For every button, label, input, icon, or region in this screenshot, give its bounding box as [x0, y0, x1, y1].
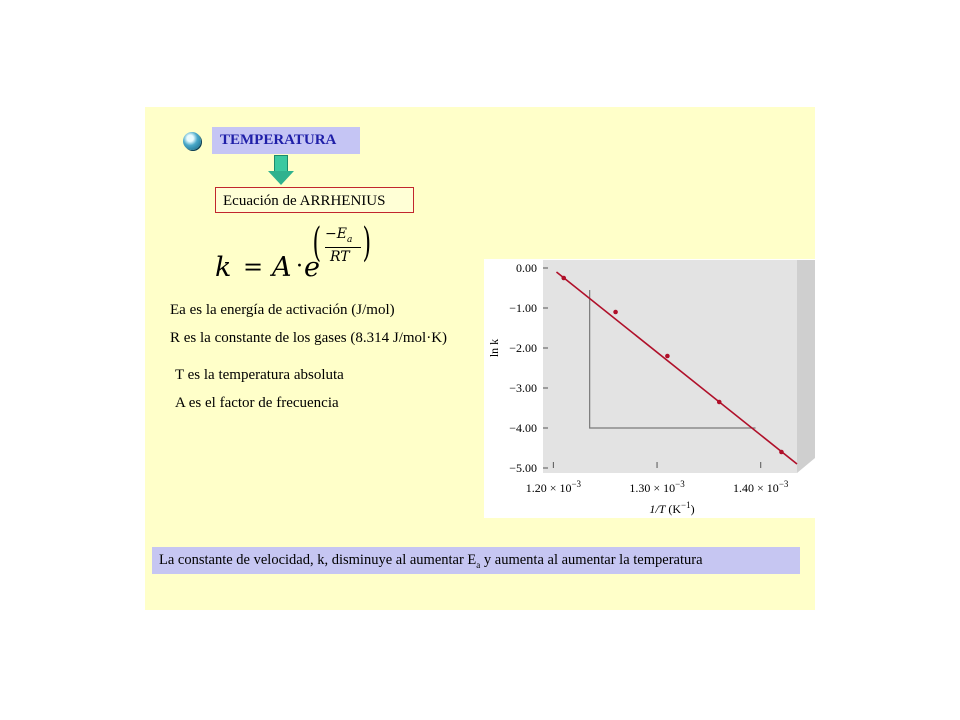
definition-t: T es la temperatura absoluta	[175, 367, 344, 383]
y-tick-label: −3.00	[509, 381, 537, 395]
x-tick-label: $1.30 \times 10^{-3}$	[629, 479, 685, 495]
down-arrow-head-icon	[268, 171, 294, 185]
exp-num-text: −E	[325, 226, 347, 242]
formula-k: k	[215, 252, 232, 283]
exp-denominator: RT	[330, 249, 350, 265]
data-point	[665, 354, 670, 359]
formula-a: A	[272, 252, 292, 283]
bullet-sphere-icon	[183, 132, 201, 150]
y-tick-label: −4.00	[509, 421, 537, 435]
definition-a: A es el factor de frecuencia	[175, 395, 339, 411]
exp-fraction-bar	[325, 247, 361, 248]
conclusion-sub: a	[476, 559, 481, 570]
y-tick-label: −1.00	[509, 301, 537, 315]
plot-depth-side	[797, 260, 815, 473]
formula-e: e	[304, 252, 320, 283]
conclusion-box	[152, 547, 800, 574]
formula-equals: =	[243, 253, 264, 281]
conclusion-text-post: y aumenta al aumentar la temperatura	[480, 552, 703, 568]
y-tick-label: −5.00	[509, 461, 537, 475]
exp-num-sub: a	[346, 234, 353, 245]
data-point	[561, 276, 566, 281]
definition-r: R es la constante de los gases (8.314 J/mol·K)	[170, 330, 448, 346]
conclusion-text-pre: La constante de velocidad, k, disminuye al aumentar E	[159, 552, 477, 568]
definition-ea: Ea es la energía de activación (J/mol)	[170, 302, 395, 318]
data-point	[717, 400, 722, 405]
y-tick-label: −2.00	[509, 341, 537, 355]
x-tick-label: $1.40 \times 10^{-3}$	[733, 479, 789, 495]
exp-left-paren: (	[312, 220, 322, 266]
y-tick-label: 0.00	[516, 261, 537, 275]
y-axis-label: ln k	[487, 338, 501, 358]
arrhenius-formula	[210, 220, 380, 286]
data-point	[613, 310, 618, 315]
x-tick-label: $1.20 \times 10^{-3}$	[525, 479, 582, 495]
arrhenius-label: Ecuación de ARRHENIUS	[215, 187, 414, 213]
heading-temperatura: TEMPERATURA	[212, 127, 360, 154]
exp-right-paren: )	[362, 220, 372, 266]
x-axis-label: 1/T $(K^{-1})$	[649, 500, 695, 516]
exp-numerator	[325, 226, 352, 245]
formula-dot: ·	[296, 254, 303, 279]
data-point	[779, 450, 784, 455]
arrhenius-plot	[484, 259, 815, 518]
